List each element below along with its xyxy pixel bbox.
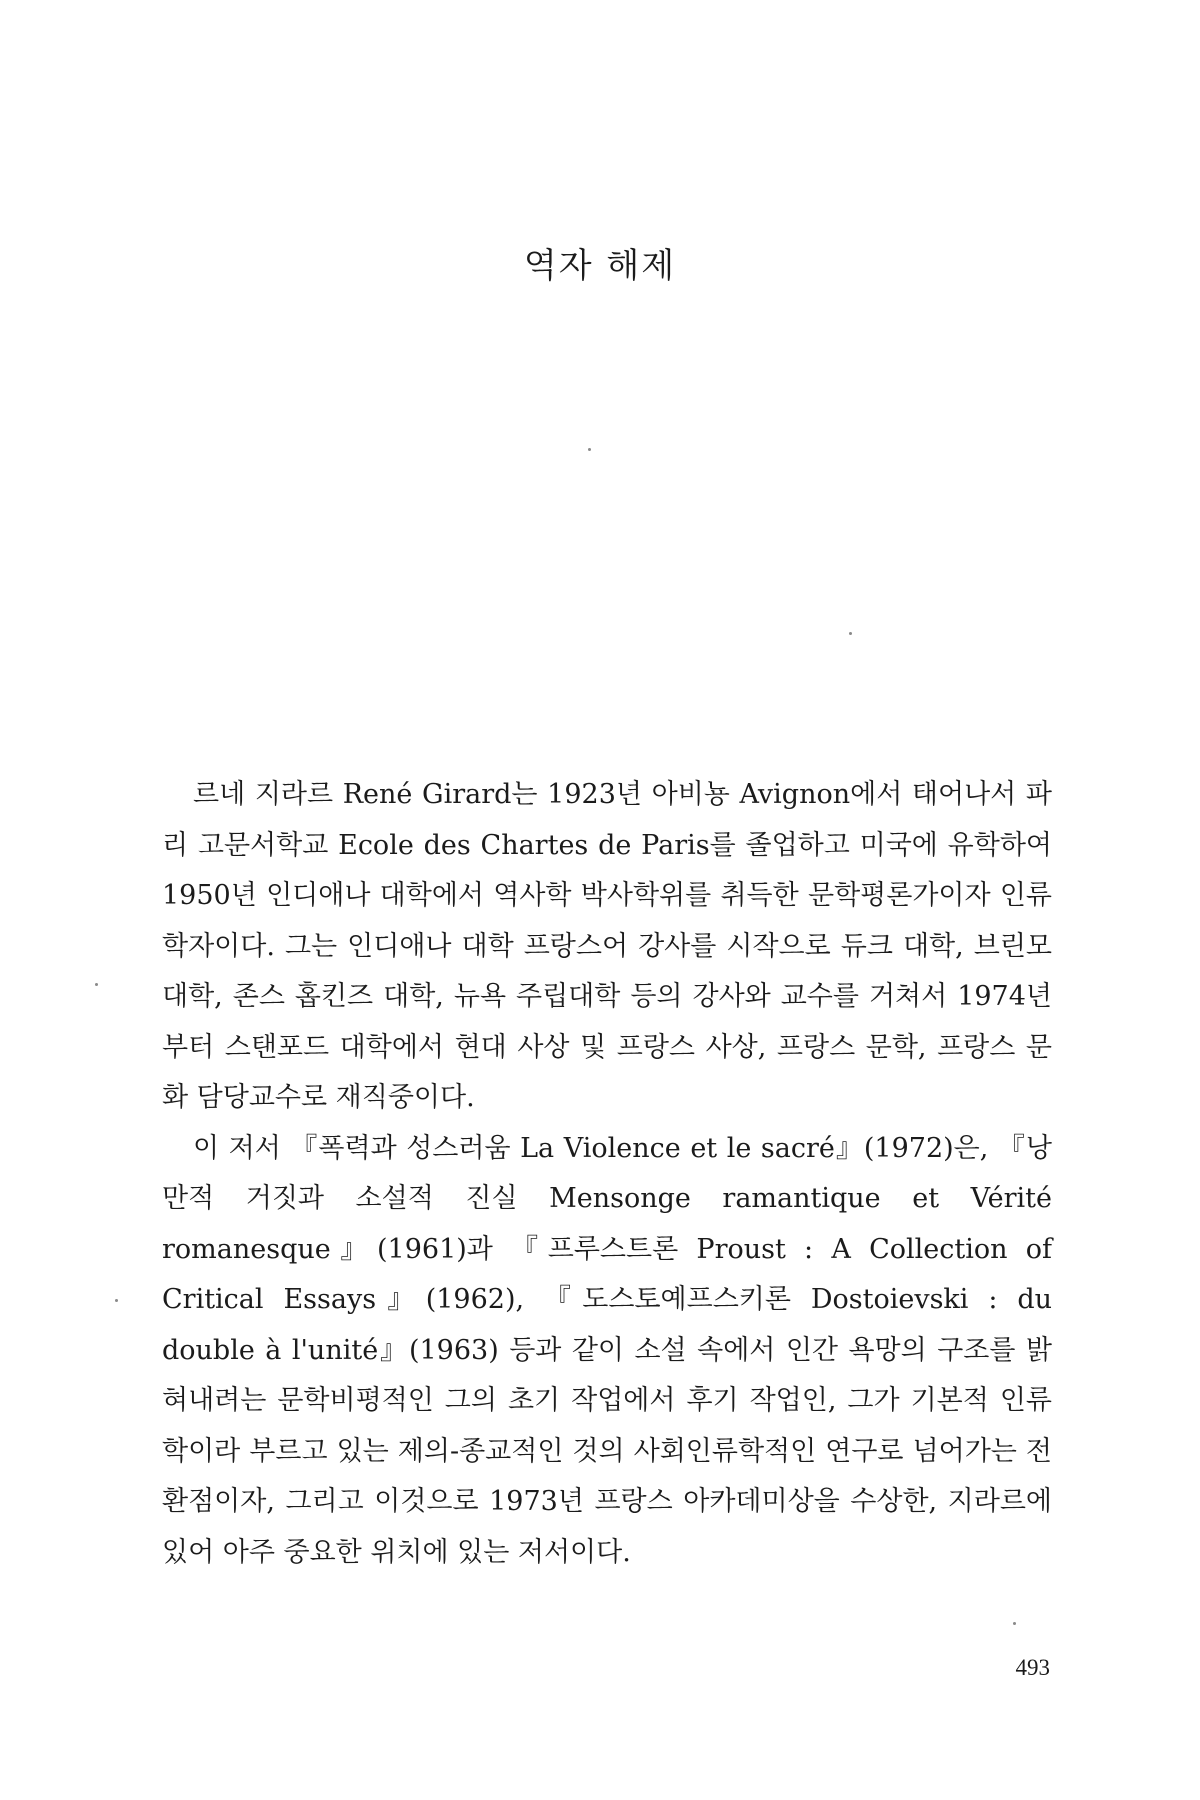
speck-mark <box>588 448 591 451</box>
speck-mark <box>1013 1622 1016 1625</box>
speck-mark <box>95 983 98 986</box>
paragraph-biography: 르네 지라르 René Girard는 1923년 아비뇽 Avignon에서 태어나서 파리 고문서학교 Ecole des Chartes de Paris를 졸업하고 미국에 유학하여 1950년 인디애나 대학에서 역사학 박사학위를 취득한 문학평론가이자 인류학자이다. 그는 인디애나 대학 프랑스어 강사를 시작으로 듀크 대학, 브린모 대학, 존스 홉킨즈 대학, 뉴욕 주립대학 등의 강사와 교수를 거쳐서 1974년부터 스탠포드 대학에서 현대 사상 및 프랑스 사상, 프랑스 문학, 프랑스 문화 담당교수로 재직중이다. <box>162 779 1052 1113</box>
page-number: 493 <box>1015 1655 1050 1680</box>
speck-mark <box>115 1299 118 1302</box>
paragraph-work: 이 저서 『폭력과 성스러움 La Violence et le sacré』(1972)은, 『낭만적 거짓과 소설적 진실 Mensonge ramantique et Vérité romanesque』(1961)과 『프루스트론 Proust : A Collection of Critical Essays』(1962), 『도스토예프스키론 Dostoievski : du double à l'unité』(1963) 등과 같이 소설 속에서 인간 욕망의 구조를 밝혀내려는 문학비평적인 그의 초기 작업에서 후기 작업인, 그가 기본적 인류학이라 부르고 있는 제의-종교적인 것의 사회인류학적인 연구로 넘어가는 전환점이자, 그리고 이것으로 1973년 프랑스 아카데미상을 수상한, 지라르에 있어 아주 중요한 위치에 있는 저서이다. <box>162 1132 1052 1568</box>
section-title: 역자 해제 <box>523 246 677 286</box>
body-text <box>162 770 1052 1578</box>
speck-mark <box>849 632 852 635</box>
